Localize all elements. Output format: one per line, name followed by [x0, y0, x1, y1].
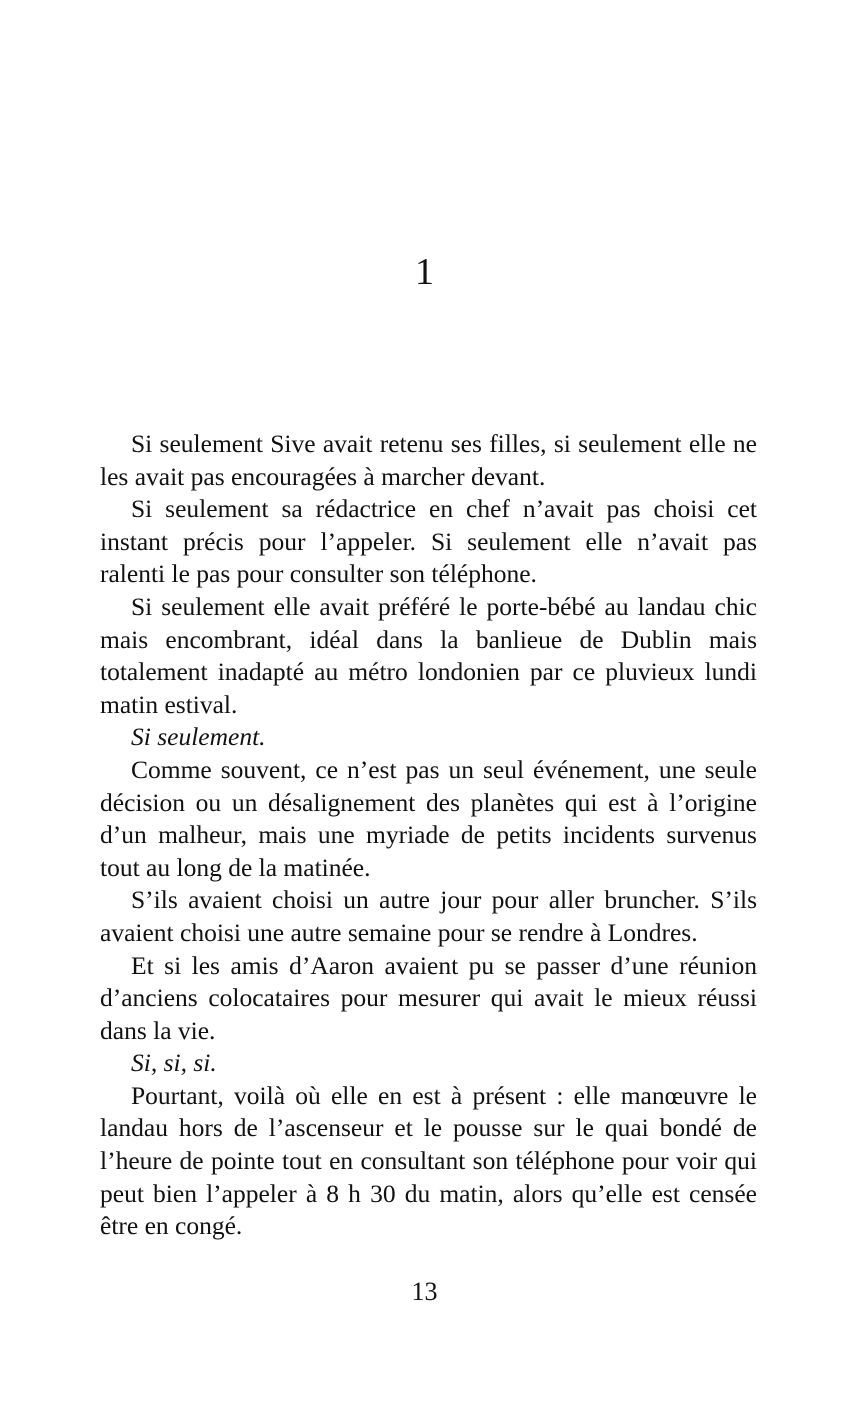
paragraph-italic: Si, si, si.: [131, 1048, 217, 1078]
paragraph: Si seulement Sive avait retenu ses filles, si seulement elle ne les avait pas encouragées à marcher devant.: [100, 429, 757, 491]
paragraph: Si seulement elle avait préféré le porte-bébé au landau chic mais encombrant, idéal dans la banlieue de Dublin mais totalement inadapté au métro londonien par ce pluvieux lundi matin estival.: [100, 591, 757, 719]
body-text: [100, 428, 757, 1243]
paragraph: Pourtant, voilà où elle en est à présent : elle manœuvre le landau hors de l’ascenseur et le pousse sur le quai bondé de l’heure de pointe tout en consultant son téléphone pour voir qui peut bien l’appeler à 8 h 30 du matin, alors qu’elle est censée être en congé.: [100, 1080, 757, 1241]
paragraph-italic: Si seulement.: [131, 722, 266, 752]
paragraph: Comme souvent, ce n’est pas un seul événement, une seule décision ou un désalignement des planètes qui est à l’origine d’un malheur, mais une myriade de petits incidents survenus tout au long de la matinée.: [100, 754, 757, 882]
chapter-number: 1: [415, 251, 434, 293]
paragraph: Et si les amis d’Aaron avaient pu se passer d’une réunion d’anciens colocataires pour mesurer qui avait le mieux réussi dans la vie.: [100, 950, 757, 1045]
paragraph: S’ils avaient choisi un autre jour pour aller bruncher. S’ils avaient choisi une autre semaine pour se rendre à Londres.: [100, 885, 757, 947]
paragraph: Si seulement sa rédactrice en chef n’avait pas choisi cet instant précis pour l’appeler. Si seulement elle n’avait pas ralenti le pas pour consulter son téléphone.: [100, 494, 757, 589]
page-number: 13: [411, 1277, 438, 1306]
